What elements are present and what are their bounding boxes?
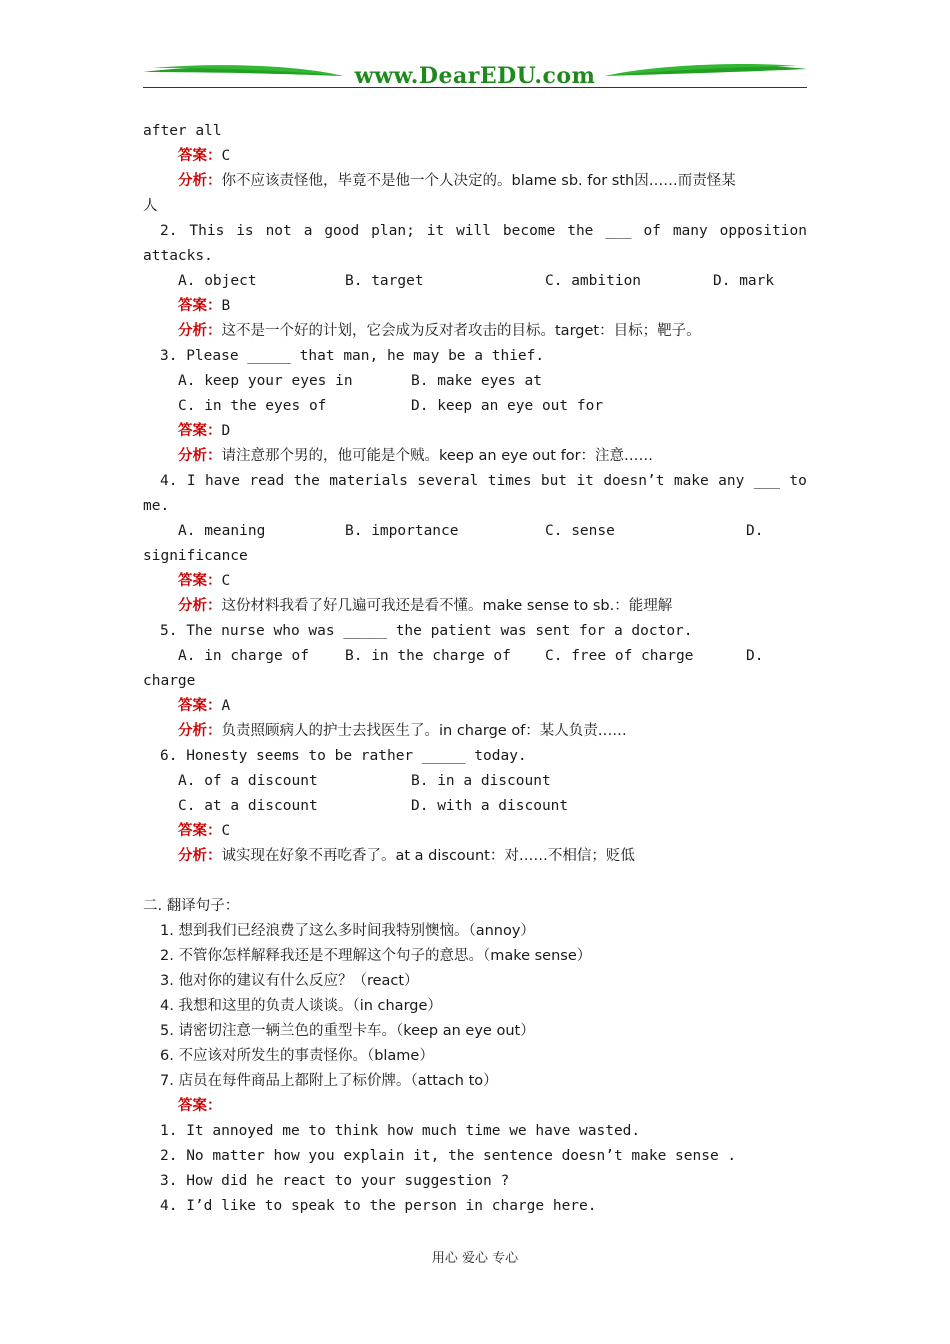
q4-stem <box>143 469 807 494</box>
translation-answer: 4. I’d like to speak to the person in charge here. <box>160 1198 597 1214</box>
option-b: B. in a discount <box>411 773 551 789</box>
q6-stem: 6. Honesty seems to be rather _____ today. <box>160 748 527 764</box>
answer-label: 答案： <box>178 698 222 714</box>
analysis-text: 请注意那个男的，他可能是个贼。keep an eye out for：注意…… <box>221 448 654 464</box>
q4-stem-cont: me. <box>143 498 170 514</box>
analysis-label: 分析： <box>178 448 222 464</box>
section2-title: 二. 翻译句子： <box>143 898 240 914</box>
option-d: D. mark <box>713 273 775 289</box>
option-a: A. object <box>178 273 257 289</box>
word: the <box>293 473 320 489</box>
translation-answer: 3. How did he react to your suggestion ? <box>160 1173 510 1189</box>
analysis-text: 诚实现在好象不再吃香了。at a discount：对……不相信；贬低 <box>221 848 635 864</box>
q2-options <box>143 269 807 294</box>
answer-value: C <box>221 148 231 164</box>
q6-analysis <box>143 844 807 869</box>
q2-answer <box>143 294 807 319</box>
q3-options-row2 <box>143 394 807 419</box>
analysis-text: 你不应该责怪他，毕竟不是他一个人决定的。blame sb. for sth因……而责怪某 <box>221 173 736 189</box>
word: a <box>303 223 313 239</box>
analysis-label: 分析： <box>178 173 222 189</box>
translation-answer: 1. It annoyed me to think how much time we have wasted. <box>160 1123 641 1139</box>
translation-item: 7. 店员在每件商品上都附上了标价牌。（attach to） <box>160 1073 498 1089</box>
option-c: C. in the eyes of <box>178 398 327 414</box>
q4-options <box>143 519 807 544</box>
q3-options-row1 <box>143 369 807 394</box>
analysis-label: 分析： <box>178 848 222 864</box>
q5-answer <box>143 694 807 719</box>
q6-options-row2 <box>143 794 807 819</box>
document-body <box>143 119 807 1219</box>
q5-stem: 5. The nurse who was _____ the patient was sent for a doctor. <box>160 623 693 639</box>
word: I <box>186 473 196 489</box>
option-d: D. <box>746 648 764 664</box>
q5-options <box>143 644 807 669</box>
translation-item: 4. 我想和这里的负责人谈谈。（in charge） <box>160 998 442 1014</box>
q5-option-d-cont: charge <box>143 673 196 689</box>
word: it <box>426 223 445 239</box>
q1-tail: after all <box>143 123 222 139</box>
option-c: C. ambition <box>545 273 642 289</box>
q4-answer <box>143 569 807 594</box>
word: opposition <box>719 223 807 239</box>
option-a: A. keep your eyes in <box>178 373 353 389</box>
word: it <box>576 473 594 489</box>
option-a: A. meaning <box>178 523 266 539</box>
analysis-text: 这不是一个好的计划，它会成为反对者攻击的目标。target：目标；靶子。 <box>221 323 701 339</box>
answer-value: B <box>221 298 231 314</box>
word: good <box>324 223 360 239</box>
q2-analysis <box>143 319 807 344</box>
answer-value: C <box>221 573 231 589</box>
answer-label: 答案： <box>178 1098 222 1114</box>
analysis-label: 分析： <box>178 323 222 339</box>
translation-item: 2. 不管你怎样解释我还是不理解这个句子的意思。（make sense） <box>160 948 592 964</box>
answer-label: 答案： <box>178 298 222 314</box>
option-b: B. make eyes at <box>411 373 542 389</box>
translation-answer: 2. No matter how you explain it, the sentence doesn’t make sense . <box>160 1148 737 1164</box>
translation-item: 6. 不应该对所发生的事责怪你。（blame） <box>160 1048 434 1064</box>
q6-options-row1 <box>143 769 807 794</box>
word: but <box>540 473 568 489</box>
word: 2. <box>160 223 178 239</box>
answer-label: 答案： <box>178 823 222 839</box>
q1-analysis <box>143 169 807 194</box>
analysis-label: 分析： <box>178 598 222 614</box>
analysis-text: 这份材料我看了好几遍可我还是看不懂。make sense to sb.：能理解 <box>221 598 673 614</box>
q4-analysis <box>143 594 807 619</box>
word: not <box>265 223 292 239</box>
word: doesn’t <box>603 473 665 489</box>
q2-stem <box>143 219 807 244</box>
analysis-label: 分析： <box>178 723 222 739</box>
option-a: A. of a discount <box>178 773 318 789</box>
word: will <box>456 223 492 239</box>
word: 4. <box>160 473 178 489</box>
answer-label: 答案： <box>178 423 222 439</box>
option-c: C. at a discount <box>178 798 318 814</box>
translation-item: 1. 想到我们已经浪费了这么多时间我特别懊恼。（annoy） <box>160 923 535 939</box>
q3-stem: 3. Please _____ that man, he may be a thief. <box>160 348 545 364</box>
page-footer: 用心 爱心 专心 <box>431 1251 519 1266</box>
option-d: D. keep an eye out for <box>411 398 604 414</box>
word: to <box>789 473 807 489</box>
option-a: A. in charge of <box>178 648 309 664</box>
analysis-text: 负责照顾病人的护士去找医生了。in charge of：某人负责…… <box>221 723 627 739</box>
option-b: B. target <box>345 273 424 289</box>
q6-answer <box>143 819 807 844</box>
word: of <box>643 223 661 239</box>
header-rule <box>143 87 807 88</box>
word: several <box>417 473 479 489</box>
site-logo: www.DearEDU.com <box>354 63 596 89</box>
answer-label: 答案： <box>178 573 222 589</box>
option-b: B. importance <box>345 523 459 539</box>
option-d: D. with a discount <box>411 798 569 814</box>
word: make <box>673 473 709 489</box>
q3-analysis <box>143 444 807 469</box>
word: ___ <box>753 473 780 489</box>
q3-answer <box>143 419 807 444</box>
word: the <box>567 223 594 239</box>
answer-value: D <box>221 423 231 439</box>
q1-analysis-cont: 人 <box>143 198 158 214</box>
option-c: C. free of charge <box>545 648 694 664</box>
word: materials <box>329 473 408 489</box>
word: is <box>236 223 254 239</box>
q5-analysis <box>143 719 807 744</box>
answer-value: A <box>221 698 231 714</box>
option-d: D. <box>746 523 764 539</box>
q1-answer <box>143 144 807 169</box>
word: become <box>502 223 556 239</box>
translation-item: 5. 请密切注意一辆兰色的重型卡车。（keep an eye out） <box>160 1023 535 1039</box>
answer-value: C <box>221 823 231 839</box>
word: This <box>189 223 225 239</box>
translation-item: 3. 他对你的建议有什么反应？（react） <box>160 973 419 989</box>
option-c: C. sense <box>545 523 615 539</box>
option-b: B. in the charge of <box>345 648 511 664</box>
q4-option-d-cont: significance <box>143 548 248 564</box>
word: ___ <box>605 223 632 239</box>
word: read <box>249 473 285 489</box>
word: many <box>672 223 708 239</box>
q2-stem-cont: attacks. <box>143 248 213 264</box>
word: have <box>205 473 240 489</box>
answer-label: 答案： <box>178 148 222 164</box>
page-header <box>143 62 807 90</box>
word: plan; <box>371 223 415 239</box>
section2-answer-heading <box>143 1094 807 1119</box>
word: any <box>718 473 745 489</box>
word: times <box>487 473 532 489</box>
